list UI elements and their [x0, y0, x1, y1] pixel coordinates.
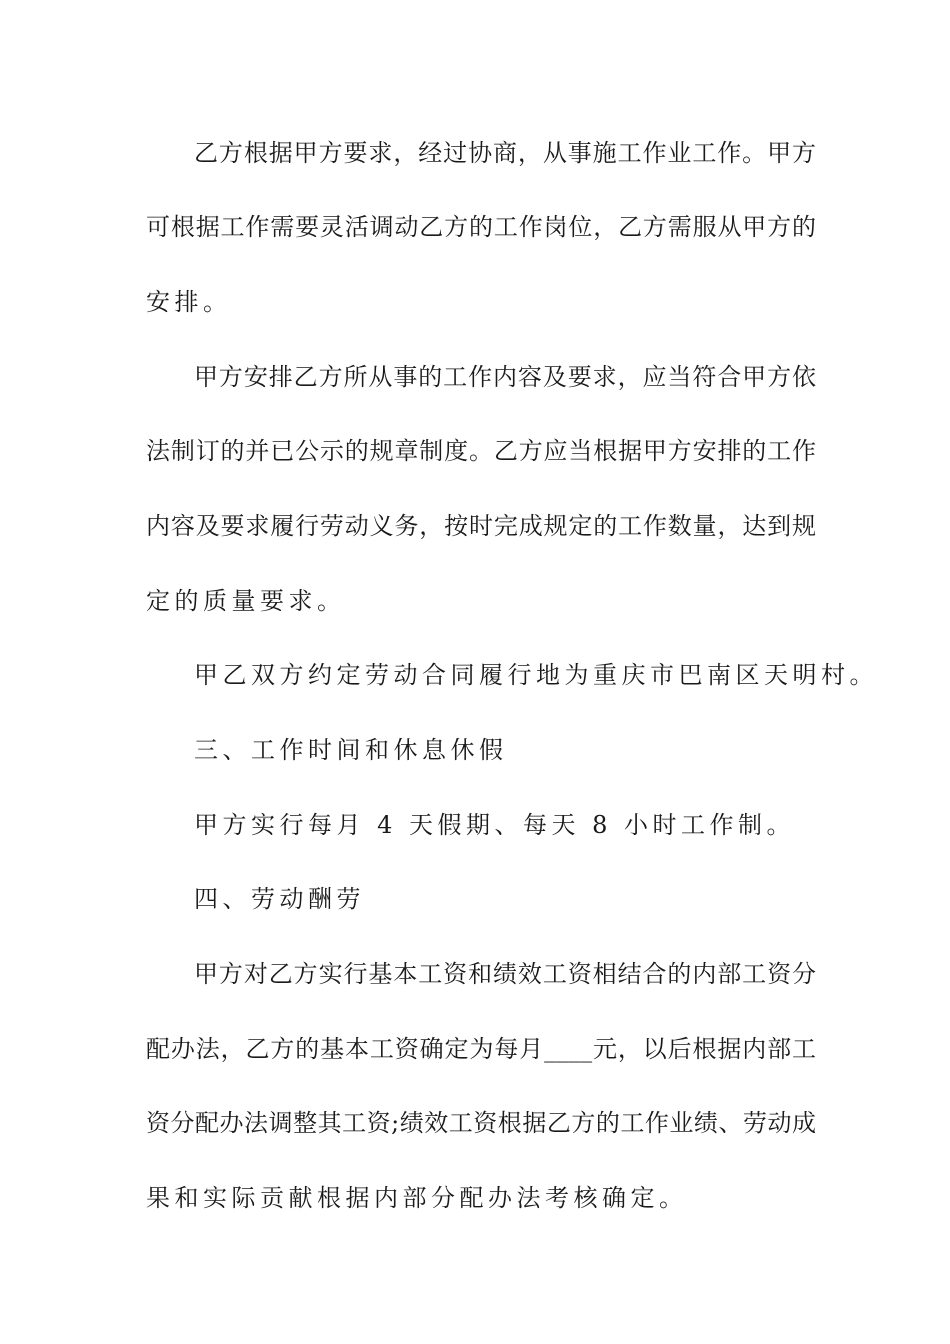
paragraph-line: 可根据工作需要灵活调动乙方的工作岗位，乙方需服从甲方的 — [146, 213, 816, 241]
paragraph-line: 资分配办法调整其工资;绩效工资根据乙方的工作业绩、劳动成 — [146, 1109, 816, 1137]
paragraph-line: 内容及要求履行劳动义务，按时完成规定的工作数量，达到规 — [146, 512, 816, 540]
paragraph-line: 乙方根据甲方要求，经过协商，从事施工作业工作。甲方 — [194, 139, 816, 167]
paragraph-line: 甲方安排乙方所从事的工作内容及要求，应当符合甲方依 — [194, 363, 816, 391]
section-heading: 三、工作时间和休息休假 — [194, 736, 508, 764]
paragraph-line: 甲乙双方约定劳动合同履行地为重庆市巴南区天明村。 — [194, 661, 878, 689]
paragraph-line: 甲方实行每月 4 天假期、每天 8 小时工作制。 — [194, 811, 796, 839]
paragraph-line: 法制订的并已公示的规章制度。乙方应当根据甲方安排的工作 — [146, 437, 816, 465]
paragraph-line: 定的质量要求。 — [146, 587, 346, 615]
paragraph-line: 配办法，乙方的基本工资确定为每月____元，以后根据内部工 — [146, 1035, 816, 1063]
paragraph-line: 果和实际贡献根据内部分配办法考核确定。 — [146, 1184, 688, 1212]
paragraph-line: 安排。 — [146, 288, 232, 316]
section-heading: 四、劳动酬劳 — [194, 885, 365, 913]
paragraph-line: 甲方对乙方实行基本工资和绩效工资相结合的内部工资分 — [194, 960, 816, 988]
